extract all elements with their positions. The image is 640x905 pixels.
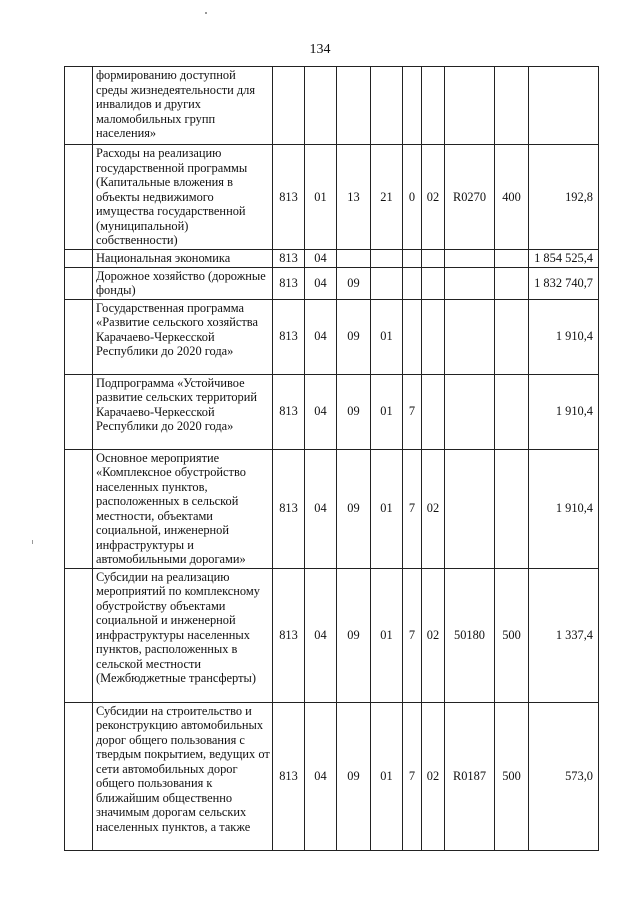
subsection-code: 09 (337, 702, 371, 850)
scan-margin-mark (32, 540, 33, 544)
ministry-code: 813 (273, 449, 305, 568)
ministry-code: 813 (273, 299, 305, 374)
section-code: 04 (305, 267, 337, 299)
direction-code (445, 249, 495, 267)
page-number: 134 (309, 42, 331, 57)
expense-type-code (495, 249, 529, 267)
amount: 1 910,4 (529, 449, 599, 568)
activity-code (422, 299, 445, 374)
scan-speck (205, 12, 207, 14)
expense-name: Субсидии на реализацию мероприятий по комплексному обустройству объектами социальной и инженерной инфраструктуры населенных пунктов, расположенных в сельской местности (Межбюджетные трансферты) (93, 568, 273, 702)
program-code (371, 249, 403, 267)
expense-name: Национальная экономика (93, 249, 273, 267)
subprogram-code (403, 249, 422, 267)
table-row (65, 145, 599, 250)
amount: 192,8 (529, 145, 599, 250)
subsection-code: 13 (337, 145, 371, 250)
subprogram-code: 7 (403, 374, 422, 449)
row-marker-cell (65, 249, 93, 267)
expense-name: Субсидии на строительство и реконструкцию автомобильных дорог общего пользования с твердым покрытием, ведущих от сети автомобильных дорог общего пользования к ближайшим общественно значимым дорогам сельских населенных пунктов, а также (93, 702, 273, 850)
table-row (65, 249, 599, 267)
section-code: 04 (305, 449, 337, 568)
table-row (65, 374, 599, 449)
subprogram-code (403, 67, 422, 145)
ministry-code (273, 67, 305, 145)
table-row (65, 449, 599, 568)
direction-code: 50180 (445, 568, 495, 702)
row-marker-cell (65, 267, 93, 299)
table-row (65, 568, 599, 702)
table-row (65, 67, 599, 145)
direction-code: R0187 (445, 702, 495, 850)
ministry-code: 813 (273, 568, 305, 702)
expense-type-code (495, 449, 529, 568)
section-code (305, 67, 337, 145)
expense-name: Государственная программа «Развитие сельского хозяйства Карачаево-Черкесской Республики до 2020 года» (93, 299, 273, 374)
activity-code (422, 67, 445, 145)
program-code: 21 (371, 145, 403, 250)
activity-code: 02 (422, 145, 445, 250)
subprogram-code: 0 (403, 145, 422, 250)
table-row (65, 299, 599, 374)
amount: 1 910,4 (529, 374, 599, 449)
subsection-code: 09 (337, 267, 371, 299)
amount (529, 67, 599, 145)
row-marker-cell (65, 145, 93, 250)
expense-type-code (495, 374, 529, 449)
ministry-code: 813 (273, 145, 305, 250)
activity-code (422, 374, 445, 449)
expense-name: формированию доступной среды жизнедеятельности для инвалидов и других маломобильных групп населения» (93, 67, 273, 145)
expense-type-code: 500 (495, 702, 529, 850)
row-marker-cell (65, 67, 93, 145)
expense-type-code (495, 267, 529, 299)
subsection-code: 09 (337, 299, 371, 374)
amount: 1 832 740,7 (529, 267, 599, 299)
section-code: 01 (305, 145, 337, 250)
program-code: 01 (371, 299, 403, 374)
subprogram-code: 7 (403, 702, 422, 850)
ministry-code: 813 (273, 249, 305, 267)
row-marker-cell (65, 568, 93, 702)
subprogram-code (403, 299, 422, 374)
direction-code: R0270 (445, 145, 495, 250)
program-code (371, 67, 403, 145)
direction-code (445, 67, 495, 145)
expense-name: Подпрограмма «Устойчивое развитие сельских территорий Карачаево-Черкесской Республики до 2020 года» (93, 374, 273, 449)
subprogram-code (403, 267, 422, 299)
activity-code: 02 (422, 449, 445, 568)
expense-name: Расходы на реализацию государственной программы (Капитальные вложения в объекты недвижимого имущества государственной (муниципальной) собственности) (93, 145, 273, 250)
program-code (371, 267, 403, 299)
section-code: 04 (305, 568, 337, 702)
budget-table (64, 66, 599, 851)
amount: 1 854 525,4 (529, 249, 599, 267)
subsection-code: 09 (337, 568, 371, 702)
ministry-code: 813 (273, 702, 305, 850)
ministry-code: 813 (273, 267, 305, 299)
program-code: 01 (371, 568, 403, 702)
section-code: 04 (305, 702, 337, 850)
expense-type-code: 400 (495, 145, 529, 250)
section-code: 04 (305, 299, 337, 374)
subsection-code (337, 249, 371, 267)
subsection-code: 09 (337, 374, 371, 449)
expense-type-code: 500 (495, 568, 529, 702)
section-code: 04 (305, 249, 337, 267)
table-row (65, 267, 599, 299)
direction-code (445, 267, 495, 299)
section-code: 04 (305, 374, 337, 449)
row-marker-cell (65, 449, 93, 568)
ministry-code: 813 (273, 374, 305, 449)
table-row (65, 702, 599, 850)
program-code: 01 (371, 374, 403, 449)
activity-code: 02 (422, 702, 445, 850)
activity-code: 02 (422, 568, 445, 702)
expense-type-code (495, 299, 529, 374)
subsection-code (337, 67, 371, 145)
subsection-code: 09 (337, 449, 371, 568)
direction-code (445, 449, 495, 568)
row-marker-cell (65, 702, 93, 850)
expense-name: Дорожное хозяйство (дорожные фонды) (93, 267, 273, 299)
direction-code (445, 299, 495, 374)
program-code: 01 (371, 702, 403, 850)
activity-code (422, 267, 445, 299)
program-code: 01 (371, 449, 403, 568)
row-marker-cell (65, 374, 93, 449)
subprogram-code: 7 (403, 568, 422, 702)
amount: 1 337,4 (529, 568, 599, 702)
expense-type-code (495, 67, 529, 145)
expense-name: Основное мероприятие «Комплексное обустройство населенных пунктов, расположенных в сельской местности, объектами социальной, инженерной инфраструктуры и автомобильными дорогами» (93, 449, 273, 568)
direction-code (445, 374, 495, 449)
activity-code (422, 249, 445, 267)
row-marker-cell (65, 299, 93, 374)
amount: 1 910,4 (529, 299, 599, 374)
subprogram-code: 7 (403, 449, 422, 568)
amount: 573,0 (529, 702, 599, 850)
